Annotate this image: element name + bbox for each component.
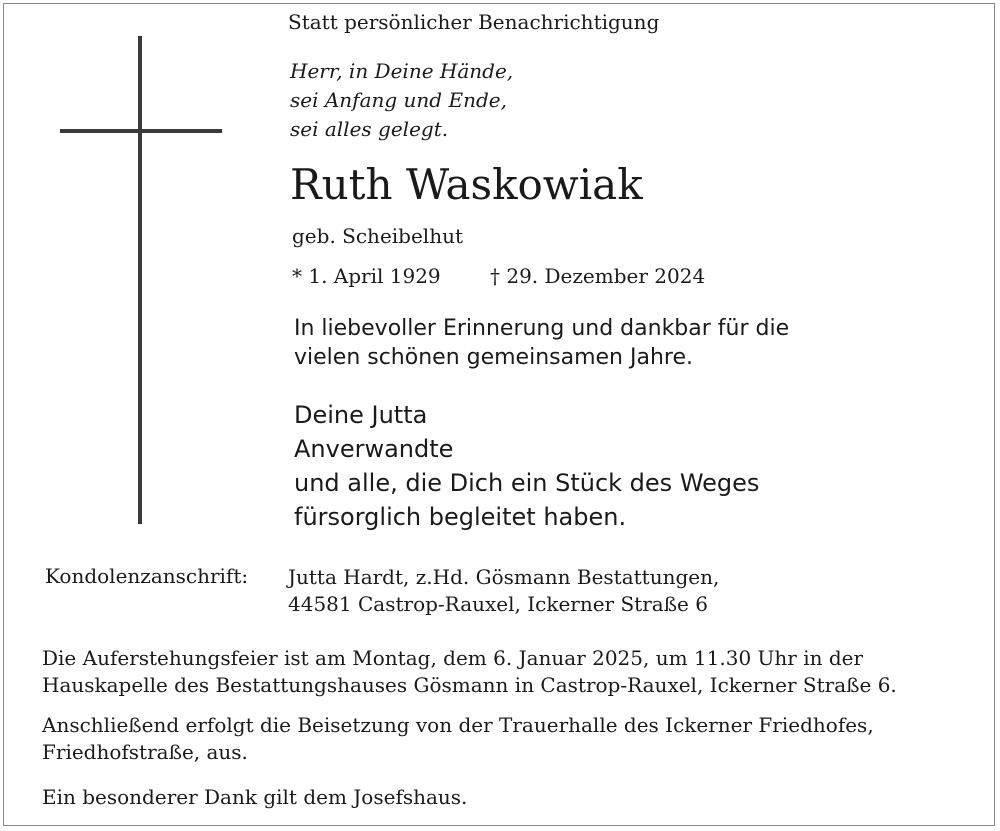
- motto: [290, 57, 513, 144]
- mourner-line: Anverwandte: [294, 435, 454, 463]
- deceased-name: Ruth Waskowiak: [290, 160, 643, 209]
- paragraph-line: Hauskapelle des Bestattungshauses Gösmann in Castrop-Rauxel, Ickerner Straße 6.: [42, 673, 897, 697]
- thanks-paragraph: [42, 784, 467, 811]
- mourner-line: fürsorglich begleitet haben.: [294, 503, 627, 531]
- memory-line: In liebevoller Erinnerung und dankbar für die: [294, 316, 790, 341]
- ceremony-paragraph: [42, 645, 897, 699]
- death-date: † 29. Dezember 2024: [490, 264, 706, 288]
- mourner-line: Deine Jutta: [294, 401, 428, 429]
- mourner-line: und alle, die Dich ein Stück des Weges: [294, 469, 760, 497]
- motto-line: sei Anfang und Ende,: [290, 88, 507, 112]
- paragraph-line: Friedhofstraße, aus.: [42, 740, 248, 764]
- paragraph-line: Anschließend erfolgt die Beisetzung von der Trauerhalle des Ickerner Friedhofes,: [42, 713, 874, 737]
- motto-line: sei alles gelegt.: [290, 117, 449, 141]
- cross-vertical-bar: [138, 36, 142, 524]
- address-line: Jutta Hardt, z.Hd. Gösmann Bestattungen,: [288, 565, 720, 589]
- burial-paragraph: [42, 712, 874, 766]
- condolence-label: Kondolenzanschrift:: [45, 564, 249, 588]
- memory-line: vielen schönen gemeinsamen Jahre.: [294, 345, 693, 370]
- header-text: Statt persönlicher Benachrichtigung: [288, 10, 660, 34]
- memory-text: [294, 314, 789, 372]
- born-name: geb. Scheibelhut: [292, 224, 464, 248]
- address-line: 44581 Castrop-Rauxel, Ickerner Straße 6: [288, 592, 708, 616]
- birth-date: * 1. April 1929: [292, 264, 441, 288]
- paragraph-line: Die Auferstehungsfeier ist am Montag, dem 6. Januar 2025, um 11.30 Uhr in der: [42, 646, 864, 670]
- cross-horizontal-bar: [60, 129, 222, 133]
- paragraph-line: Ein besonderer Dank gilt dem Josefshaus.: [42, 785, 468, 809]
- mourners-list: [294, 398, 759, 534]
- motto-line: Herr, in Deine Hände,: [290, 59, 514, 83]
- condolence-address: [288, 564, 719, 618]
